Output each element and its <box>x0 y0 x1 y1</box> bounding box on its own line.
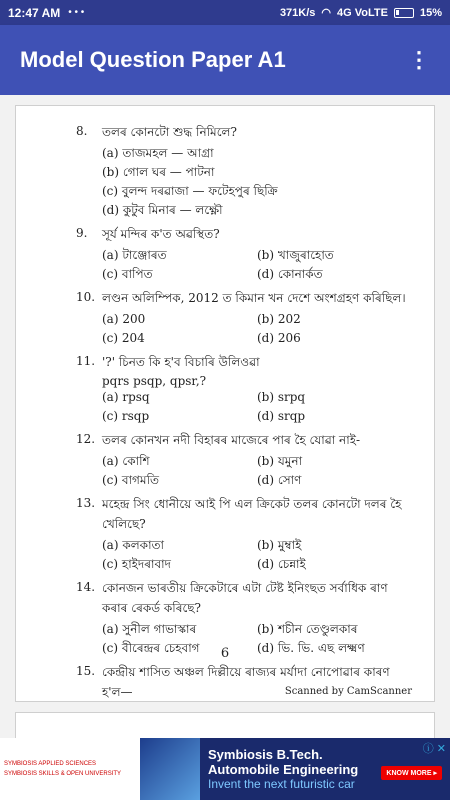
ad-logo <box>0 738 140 800</box>
question-number: 10. <box>76 290 96 304</box>
question-stem: তলৰ কোনখন নদী বিহাৰৰ মাজেৰে পাৰ হৈ যোৱা নাই- <box>102 433 360 447</box>
ad-car-image <box>140 738 200 800</box>
question-item <box>76 124 412 220</box>
network-speed: 371K/s <box>279 6 316 19</box>
battery-level: 15% <box>419 6 442 19</box>
question-stem: মহেন্দ্ৰ সিং ধোনীয়ে আই পি এল ক্ৰিকেট তলৰ কোনটো দলৰ হৈ খেলিছে? <box>102 497 402 531</box>
ad-know-more-button[interactable]: KNOW MORE ▸ <box>381 766 442 780</box>
answer-option: (a) কলকাতা <box>102 538 165 552</box>
answer-option: (c) হাইদৰাবাদ <box>102 557 171 571</box>
answer-option: (d) চেন্নাই <box>257 557 306 571</box>
answer-option: (c) 204 <box>102 331 145 345</box>
answer-option: (b) srpq <box>257 390 306 404</box>
answer-option: (d) সোণ <box>257 473 302 487</box>
answer-option: (d) কুটুব মিনাৰ — লক্ষ্ণৌ <box>102 203 223 217</box>
answer-option: (c) বাগমতি <box>102 473 160 487</box>
answer-option: (b) যমুনা <box>257 454 303 468</box>
answer-option: (d) কোনাৰ্কত <box>257 267 323 281</box>
answer-option: (b) গোল ঘৰ — পাটনা <box>102 165 215 179</box>
ad-banner[interactable] <box>0 738 450 800</box>
app-bar <box>0 25 450 95</box>
answer-option: (c) বুলন্দ দৰৱাজা — ফটেহপুৰ ছিক্ৰি <box>102 184 278 198</box>
answer-option: (a) rpsq <box>102 390 150 404</box>
question-stem: কোনজন ভাৰতীয় ক্ৰিকেটাৰে এটা টেষ্ট ইনিংছত সৰ্বাধিক ৰাণ কৰাৰ ৰেকৰ্ড কৰিছে? <box>102 581 388 615</box>
question-number: 8. <box>76 124 88 138</box>
question-item <box>76 496 412 574</box>
battery-icon <box>394 8 414 18</box>
notification-dots: • • • <box>68 7 85 18</box>
question-number: 15. <box>76 664 96 678</box>
answer-option: (b) শচীন তেণ্ডুলকাৰ <box>257 622 358 636</box>
answer-option: (c) বাপিত <box>102 267 153 281</box>
overflow-menu-icon[interactable]: ⋮ <box>408 47 430 72</box>
answer-option: (d) ভি. ভি. এছ লক্ষ্মণ <box>257 641 365 655</box>
question-number: 9. <box>76 226 88 240</box>
question-stem: কেন্দ্ৰীয় শাসিত অঞ্চল দিল্লীয়ে ৰাজ্যৰ মৰ্যাদা নোপোৱাৰ কাৰণ হ'ল— <box>102 665 390 699</box>
question-number: 14. <box>76 580 96 594</box>
answer-option: (d) srqp <box>257 409 306 423</box>
question-item <box>76 226 412 284</box>
question-number: 13. <box>76 496 96 510</box>
question-stem: সূৰ্য মন্দিৰ ক'ত অৱস্থিত? <box>102 227 220 241</box>
question-number: 12. <box>76 432 96 446</box>
answer-option: (c) বীৰেন্দ্ৰৰ চেহবাগ <box>102 641 200 655</box>
status-time: 12:47 AM <box>8 5 61 20</box>
answer-option: (a) কোশি <box>102 454 150 468</box>
question-stem: তলৰ কোনটো শুদ্ধ নিমিলে? <box>102 125 237 139</box>
scanner-watermark: Scanned by CamScanner <box>284 686 412 697</box>
answer-option: (c) rsqp <box>102 409 150 423</box>
document-viewer[interactable] <box>0 95 450 738</box>
answer-option: (a) সুনীল গাভাস্কাৰ <box>102 622 197 636</box>
answer-option: (a) 200 <box>102 312 146 326</box>
question-item <box>76 432 412 490</box>
answer-option: (b) মুম্বাই <box>257 538 302 552</box>
question-item <box>76 354 412 426</box>
ad-tagline: Invent the next futuristic car <box>208 777 355 791</box>
network-type: 4G VoLTE <box>337 6 388 19</box>
answer-option: (a) টাঞ্জোৰত <box>102 248 167 262</box>
question-item <box>76 664 412 704</box>
answer-option: (b) 202 <box>257 312 301 326</box>
question-number: 11. <box>76 354 96 368</box>
ad-subheadline: Automobile Engineering <box>208 762 359 777</box>
question-stem: লণ্ডন অলিম্পিক, 2012 ত কিমান খন দেশে অংশগ্ৰহণ কৰিছিল। <box>102 291 406 305</box>
question-item <box>76 290 412 348</box>
ad-close-icon[interactable]: ⓘ ✕ <box>422 743 446 755</box>
answer-option: (a) তাজমহল — আগ্ৰা <box>102 146 214 160</box>
status-bar <box>0 0 450 25</box>
app-title: Model Question Paper A1 <box>20 47 286 72</box>
ad-headline: Symbiosis B.Tech. <box>208 747 323 762</box>
wifi-icon: ◠ <box>321 7 332 19</box>
page-number: 6 <box>220 646 230 661</box>
answer-option: (d) 206 <box>257 331 301 345</box>
question-stem: '?' চিনত কি হ'ব বিচাৰি উলিওৱা pqrs psqp, qpsr,? <box>102 355 260 388</box>
answer-option: (b) খাজুৰাহোত <box>257 248 334 262</box>
next-page <box>15 712 435 738</box>
ad-logo-text-1: SYMBIOSIS APPLIED SCIENCES <box>4 761 97 767</box>
ad-logo-text-2: SYMBIOSIS SKILLS & OPEN UNIVERSITY <box>4 771 122 777</box>
question-page <box>15 105 435 702</box>
